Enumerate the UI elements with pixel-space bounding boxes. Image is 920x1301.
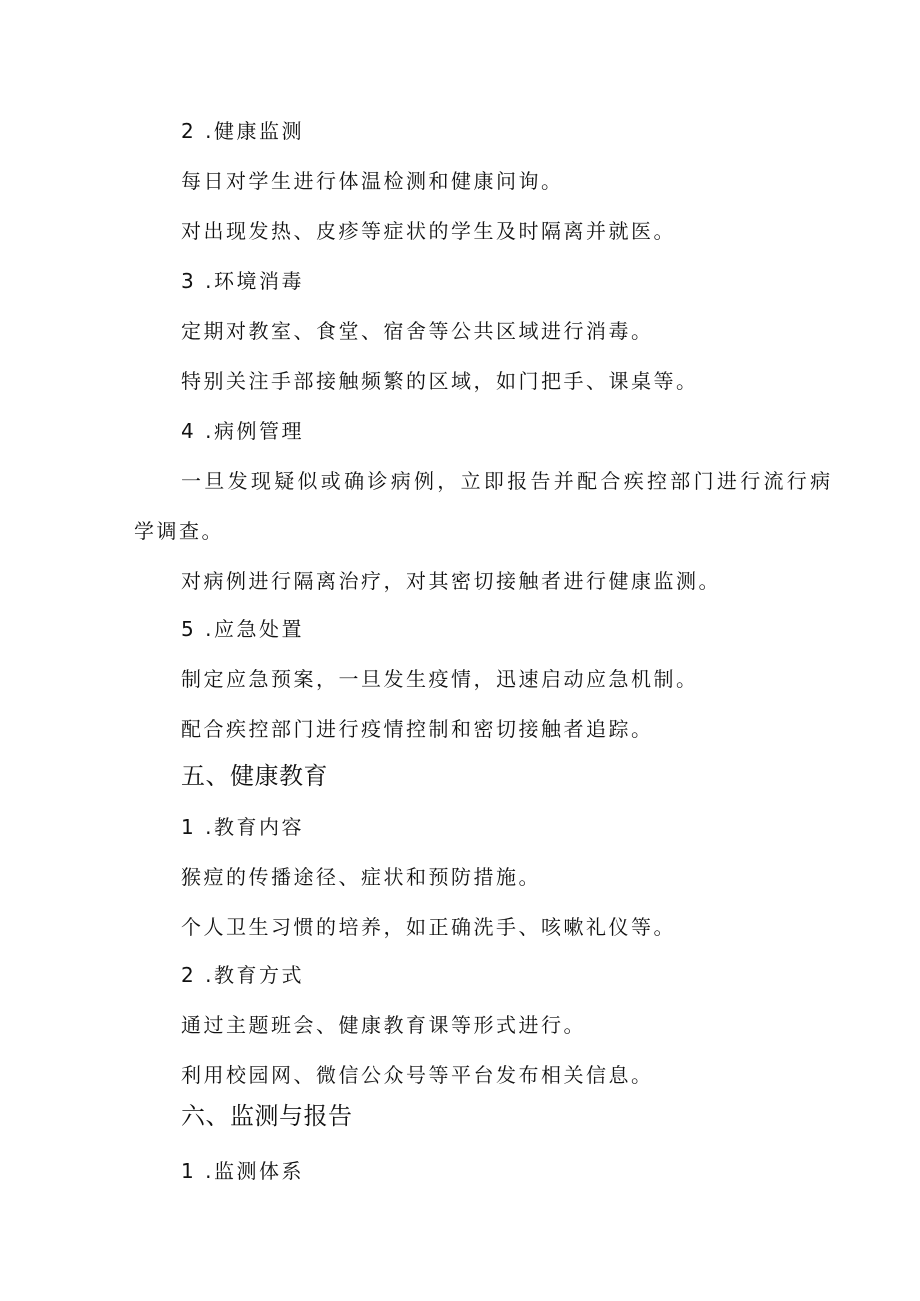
- subheading-education-methods: 2 .教育方式: [181, 963, 304, 987]
- paragraph-line: 每日对学生进行体温检测和健康问询。: [181, 169, 564, 193]
- subheading-case-management: 4 .病例管理: [181, 419, 304, 443]
- subheading-environment-disinfection: 3 .环境消毒: [181, 269, 304, 293]
- subheading-health-monitoring: 2 .健康监测: [181, 119, 304, 143]
- section-heading-health-education: 五、健康教育: [181, 762, 328, 790]
- paragraph-line: 对病例进行隔离治疗，对其密切接触者进行健康监测。: [181, 569, 721, 593]
- subheading-emergency-response: 5 .应急处置: [181, 617, 304, 641]
- paragraph-line-continued: 学调查。: [134, 519, 224, 543]
- paragraph-line: 猴痘的传播途径、症状和预防措施。: [181, 865, 541, 889]
- subheading-monitoring-system: 1 .监测体系: [181, 1159, 304, 1183]
- paragraph-line: 一旦发现疑似或确诊病例，立即报告并配合疾控部门进行流行病: [181, 469, 834, 493]
- paragraph-line: 个人卫生习惯的培养，如正确洗手、咳嗽礼仪等。: [181, 915, 676, 939]
- paragraph-line: 配合疾控部门进行疫情控制和密切接触者追踪。: [181, 717, 654, 741]
- section-heading-monitoring-reporting: 六、监测与报告: [181, 1102, 353, 1130]
- paragraph-line: 定期对教室、食堂、宿舍等公共区域进行消毒。: [181, 319, 654, 343]
- paragraph-line: 对出现发热、皮疹等症状的学生及时隔离并就医。: [181, 219, 676, 243]
- paragraph-line: 利用校园网、微信公众号等平台发布相关信息。: [181, 1063, 654, 1087]
- paragraph-line: 特别关注手部接触频繁的区域，如门把手、课桌等。: [181, 369, 699, 393]
- paragraph-line: 制定应急预案，一旦发生疫情，迅速启动应急机制。: [181, 667, 699, 691]
- paragraph-line: 通过主题班会、健康教育课等形式进行。: [181, 1013, 586, 1037]
- subheading-education-content: 1 .教育内容: [181, 815, 304, 839]
